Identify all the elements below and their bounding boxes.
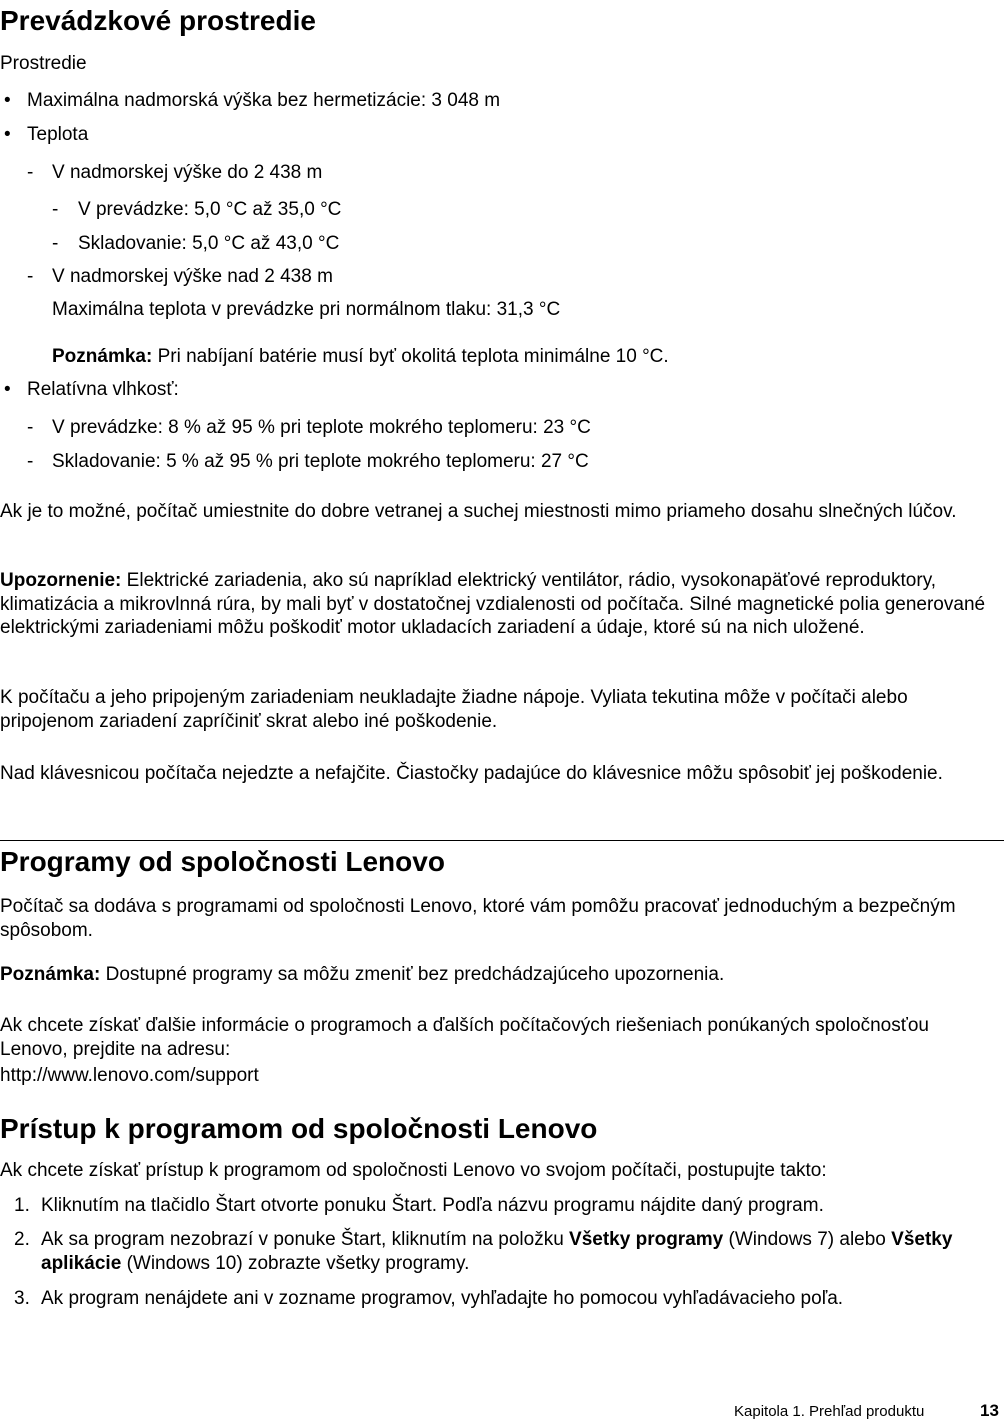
temp-storage: Skladovanie: 5,0 °C až 43,0 °C: [78, 233, 340, 254]
caution-label: Upozornenie:: [0, 570, 122, 591]
bullet-marker: •: [4, 124, 11, 145]
paragraph-programs-intro: Počítač sa dodáva s programami od spoločnosti Lenovo, ktoré vám pomôžu pracovať jednoduchým a bezpečným spôsobom.: [0, 896, 956, 941]
temp-operating: V prevádzke: 5,0 °C až 35,0 °C: [78, 199, 342, 220]
support-url: http://www.lenovo.com/support: [0, 1065, 259, 1086]
bullet-temperature: Teplota: [27, 124, 89, 145]
bullet-marker: •: [4, 379, 11, 400]
all-programs-label: Všetky programy: [569, 1229, 724, 1250]
step-2-text-d: (Windows 10) zobrazte všetky programy.: [126, 1252, 470, 1274]
note-text: Dostupné programy sa môžu zmeniť bez predchádzajúceho upozornenia.: [105, 964, 725, 985]
section-title-operating-environment: Prevádzkové prostredie: [0, 5, 316, 36]
temp-max-operating: Maximálna teplota v prevádzke pri normálnom tlaku: 31,3 °C: [52, 299, 561, 320]
dash-marker: -: [27, 417, 34, 438]
humidity-storage: Skladovanie: 5 % až 95 % pri teplote mokrého teplomeru: 27 °C: [52, 451, 589, 472]
step-2: [41, 1228, 991, 1275]
dash-marker: -: [27, 162, 34, 183]
temp-below-altitude: V nadmorskej výške do 2 438 m: [52, 162, 323, 183]
humidity-operating: V prevádzke: 8 % až 95 % pri teplote mokrého teplomeru: 23 °C: [52, 417, 591, 438]
subtitle-environment: Prostredie: [0, 53, 87, 74]
dash-marker: -: [27, 266, 34, 287]
paragraph-access-intro: Ak chcete získať prístup k programom od spoločnosti Lenovo vo svojom počítači, postupujte takto:: [0, 1160, 827, 1181]
dash-marker: -: [52, 199, 59, 220]
note-label: Poznámka:: [52, 346, 153, 367]
note-text: Pri nabíjaní batérie musí byť okolitá teplota minimálne 10 °C.: [157, 346, 669, 367]
caution-paragraph: [0, 569, 1000, 640]
section-title-lenovo-programs: Programy od spoločnosti Lenovo: [0, 846, 445, 877]
note-programs: [0, 963, 724, 986]
step-1: Kliknutím na tlačidlo Štart otvorte ponuku Štart. Podľa názvu programu nájdite daný program.: [41, 1195, 824, 1216]
caution-text: Elektrické zariadenia, ako sú napríklad elektrický ventilátor, rádio, vysokonapäťové reproduktory, klimatizácia a mikrovlnná rúra, by mali byť v dostatočnej vzdialenosti od počítača. Silné magnetické polia generované elektrickými zariadeniami môžu poškodiť motor ukladacích zariadení a údaje, ktoré sú na nich uložené.: [0, 570, 986, 638]
bullet-marker: •: [4, 90, 11, 111]
step-number: 2.: [14, 1229, 30, 1250]
dash-marker: -: [27, 451, 34, 472]
paragraph-more-info: Ak chcete získať ďalšie informácie o programoch a ďalších počítačových riešeniach ponúkaných spoločnosťou Lenovo, prejdite na adresu:: [0, 1015, 929, 1060]
step-number: 3.: [14, 1288, 30, 1309]
step-number: 1.: [14, 1195, 30, 1216]
bullet-humidity: Relatívna vlhkosť:: [27, 379, 179, 400]
step-2-text-a: Ak sa program nezobrazí v ponuke Štart, kliknutím na položku: [41, 1229, 564, 1250]
footer-chapter: Kapitola 1. Prehľad produktu: [734, 1403, 925, 1420]
all-apps-label: Všetky aplikácie: [41, 1229, 953, 1274]
note-label: Poznámka:: [0, 964, 101, 985]
bullet-max-altitude: Maximálna nadmorská výška bez hermetizácie: 3 048 m: [27, 90, 501, 111]
step-3: Ak program nenájdete ani v zozname programov, vyhľadajte ho pomocou vyhľadávacieho poľa.: [41, 1288, 844, 1309]
note-battery: [52, 345, 669, 368]
section-title-access-programs: Prístup k programom od spoločnosti Lenovo: [0, 1113, 598, 1144]
paragraph-eating: Nad klávesnicou počítača nejedzte a nefajčite. Čiastočky padajúce do klávesnice môžu spôsobiť jej poškodenie.: [0, 763, 943, 784]
dash-marker: -: [52, 233, 59, 254]
paragraph-placement: Ak je to možné, počítač umiestnite do dobre vetranej a suchej miestnosti mimo priameho dosahu slnečných lúčov.: [0, 501, 957, 522]
page-number: 13: [980, 1401, 999, 1420]
temp-above-altitude: V nadmorskej výške nad 2 438 m: [52, 266, 333, 287]
paragraph-liquids: K počítaču a jeho pripojeným zariadeniam neukladajte žiadne nápoje. Vyliata tekutina môže v počítači alebo pripojenom zariadení zapríčiniť skrat alebo iné poškodenie.: [0, 687, 908, 732]
section-divider: [0, 840, 1004, 841]
step-2-text-c: (Windows 7) alebo: [728, 1229, 886, 1250]
